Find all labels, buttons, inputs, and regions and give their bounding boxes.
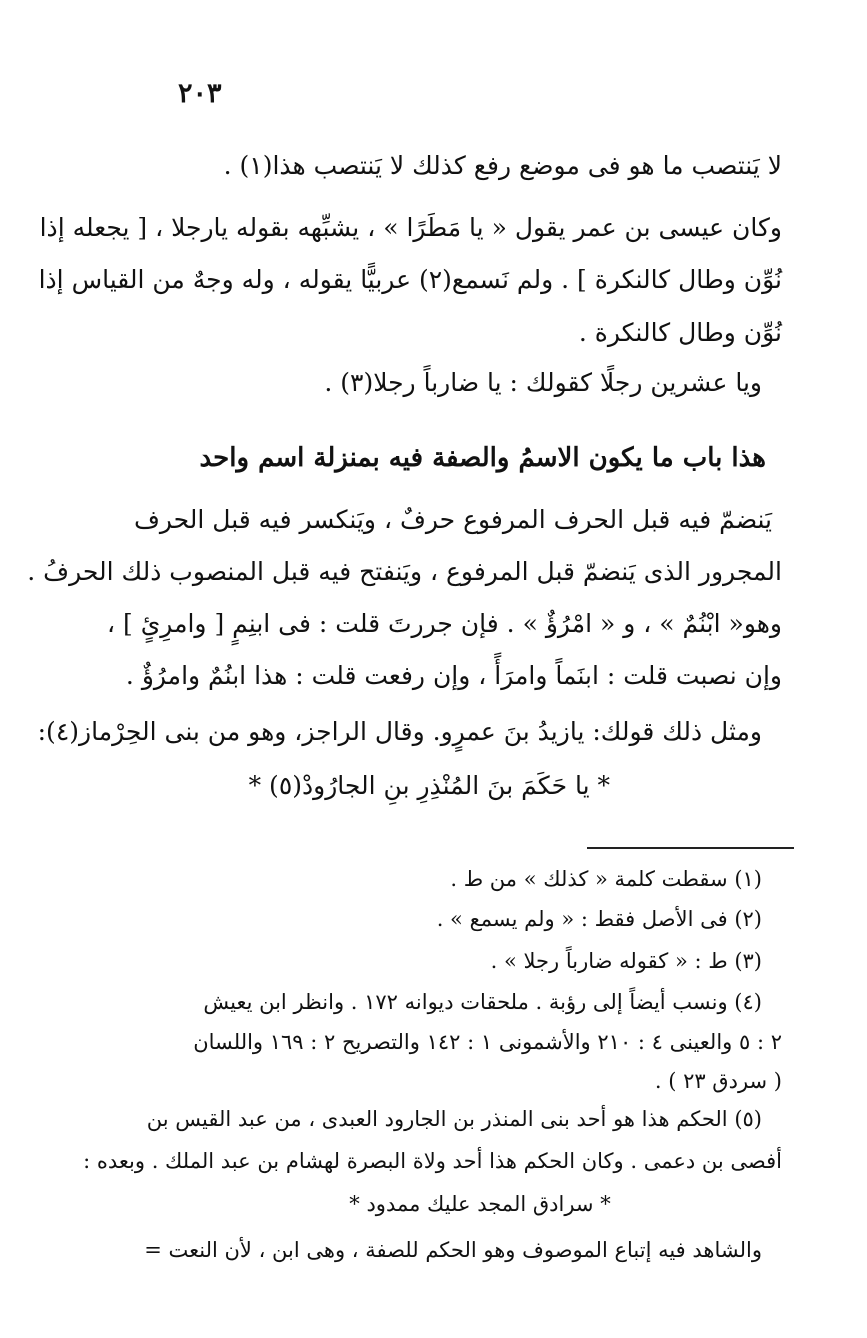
body-line-3: نُوِّن وطال كالنكرة ] . ولم نَسمع(٢) عربيًّا يقوله ، وله وجهٌ من القياس إذا: [38, 265, 782, 294]
footnote-5-verse: * سرادق المجد عليك ممدود *: [349, 1192, 611, 1216]
page-number: ٢٠٣: [178, 78, 222, 109]
footnote-4-cont-1: ٢ : ٥ والعينى ٤ : ٢١٠ والأشمونى ١ : ١٤٢ والتصريح ٢ : ١٦٩ واللسان: [193, 1030, 782, 1054]
section-line-4: وإن نصبت قلت : ابنَماً وامرَأً ، وإن رفعت قلت : هذا ابنُمٌ وامرُؤٌ .: [125, 661, 782, 690]
footnote-3: (٣) ط : « كقوله ضارباً رجلا » .: [490, 949, 762, 973]
footnote-4: (٤) ونسب أيضاً إلى رؤبة . ملحقات ديوانه ١٧٢ . وانظر ابن يعيش: [203, 990, 762, 1014]
footnote-5-cont-1: أفصى بن دعمى . وكان الحكم هذا أحد ولاة البصرة لهشام بن عبد الملك . وبعده :: [83, 1149, 782, 1173]
section-line-1: يَنضمّ فيه قبل الحرف المرفوع حرفٌ ، ويَنكسر فيه قبل الحرف: [133, 505, 772, 534]
body-line-2: وكان عيسى بن عمر يقول « يا مَطَرًا » ، يشبِّهه بقوله يارجلا ، [ يجعله إذا: [39, 213, 782, 242]
footnote-5: (٥) الحكم هذا هو أحد بنى المنذر بن الجارود العبدى ، من عبد القيس بن: [146, 1107, 762, 1131]
section-heading: هذا باب ما يكون الاسمُ والصفة فيه بمنزلة اسم واحد: [199, 443, 766, 473]
body-line-1: لا يَنتصب ما هو فى موضع رفع كذلك لا يَنتصب هذا(١) .: [223, 151, 782, 180]
verse-line: * يا حَكَمَ بنَ المُنْذِرِ بنِ الجارُودْ(٥) *: [248, 771, 610, 800]
section-line-5: ومثل ذلك قولك: يازيدُ بنَ عمرٍو. وقال الراجز، وهو من بنى الحِرْماز(٤):: [37, 717, 762, 746]
body-line-5: ويا عشرين رجلًا كقولك : يا ضارباً رجلا(٣) .: [324, 368, 762, 397]
footnote-5-cont-2: والشاهد فيه إتباع الموصوف وهو الحكم للصفة ، وهى ابن ، لأن النعت =: [144, 1238, 762, 1262]
section-line-3: وهو« ابْنُمٌ » ، و « امْرُؤٌ » . فإن جررتَ قلت : فى ابنِمٍ [ وامرِئٍ ] ،: [107, 609, 782, 638]
footnote-separator: [587, 847, 794, 849]
body-line-4: نُوِّن وطال كالنكرة .: [578, 318, 782, 347]
footnote-1: (١) سقطت كلمة « كذلك » من ط .: [450, 867, 762, 891]
footnote-2: (٢) فى الأصل فقط : « ولم يسمع » .: [436, 907, 762, 931]
footnote-4-cont-2: ( سردق ٢٣ ) .: [654, 1069, 782, 1093]
section-line-2: المجرور الذى يَنضمّ قبل المرفوع ، ويَنفتح فيه قبل المنصوب ذلك الحرفُ .: [27, 557, 782, 586]
